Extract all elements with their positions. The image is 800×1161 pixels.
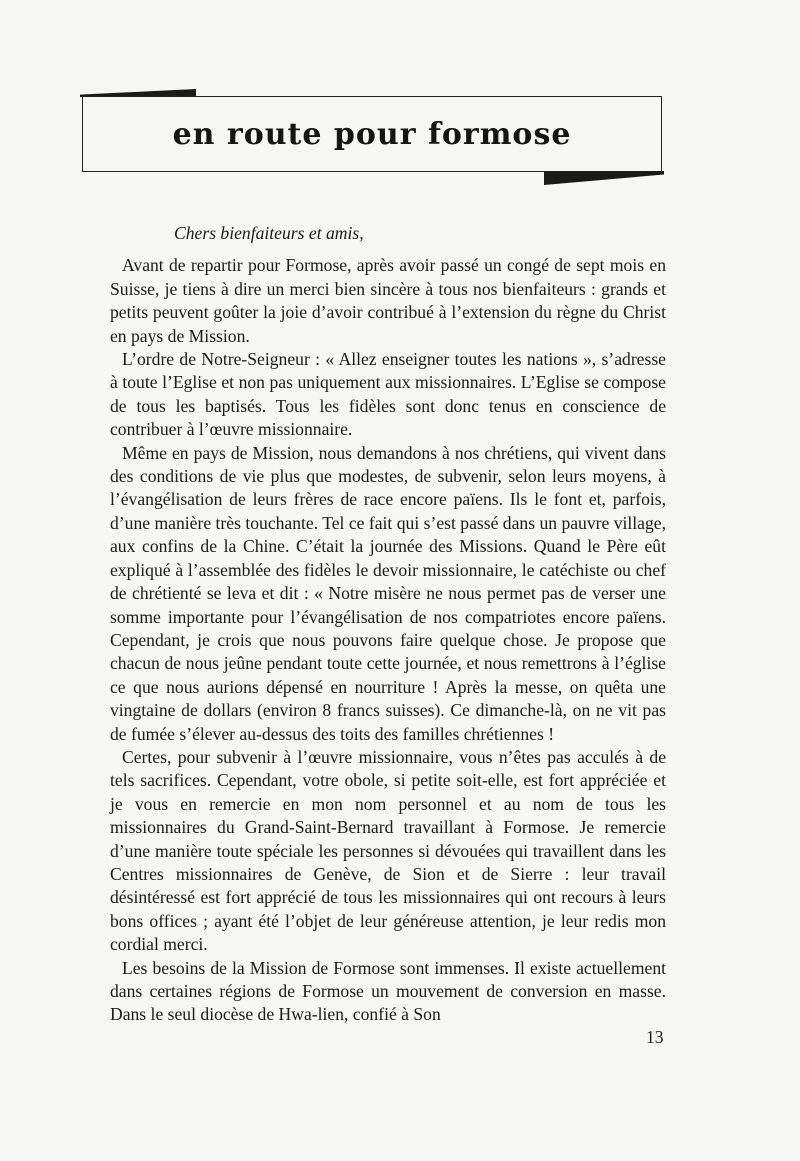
paragraph-2: L’ordre de Notre-Seigneur : « Allez enseigner toutes les nations », s’adresse à toute l’Eglise et non pas uniquement aux missionnaires. L’Eglise se compose de tous les baptisés. Tous les fidèles sont donc tenus en conscience de contribuer à l’œuvre missionnaire. <box>110 349 666 440</box>
title-frame <box>82 96 662 172</box>
salutation: Chers bienfaiteurs et amis, <box>174 223 364 243</box>
letter-body <box>110 222 666 1027</box>
paragraph-1: Avant de repartir pour Formose, après avoir passé un congé de sept mois en Suisse, je tiens à dire un merci bien sincère à tous nos bienfaiteurs : grands et petits peuvent goûter la joie d’avoir contribué à l’extension du règne du Christ en pays de Mission. <box>110 255 666 346</box>
page-number: 13 <box>646 1027 664 1047</box>
paragraph-4: Certes, pour subvenir à l’œuvre missionnaire, vous n’êtes pas acculés à de tels sacrifices. Cependant, votre obole, si petite soit-elle, est fort appréciée et je vous en remercie en mon nom personnel et au nom de tous les missionnaires du Grand-Saint-Bernard travaillant à Formose. Je remercie d’une manière toute spéciale les personnes si dévouées qui travaillent dans les Centres missionnaires de Genève, de Sion et de Sierre : leur travail désintéressé est fort apprécié de tous les missionnaires qui ont recours à leurs bons offices ; ayant été l’objet de leur généreuse attention, je leur redis mon cordial merci. <box>110 746 666 955</box>
title-bar-bottom-decoration <box>544 171 664 185</box>
paragraph-3: Même en pays de Mission, nous demandons à nos chrétiens, qui vivent dans des conditions de vie plus que modestes, de subvenir, selon leurs moyens, à l’évangélisation de leurs frères de race encore païens. Ils le font et, parfois, d’une manière très touchante. Tel ce fait qui s’est passé dans un pauvre village, aux confins de la Chine. C’était la journée des Missions. Quand le Père eût expliqué à l’assemblée des fidèles le devoir missionnaire, le catéchiste ou chef de chrétienté se leva et dit : « Notre misère ne nous permet pas de verser une somme importante pour l’évangélisation de nos compatriotes encore païens. Cependant, je crois que nous pouvons faire quelque chose. Je propose que chacun de nous jeûne pendant toute cette journée, et nous remettrons à l’église ce que nous aurions dépensé en nourriture ! Après la messe, on quêta une vingtaine de dollars (environ 8 francs suisses). Ce dimanche-là, on ne vit pas de fumée s’élever au-dessus des toits des familles chrétiennes ! <box>110 442 666 744</box>
paragraph-5: Les besoins de la Mission de Formose sont immenses. Il existe actuellement dans certaines régions de Formose un mouvement de conversion en masse. Dans le seul diocèse de Hwa-lien, confié à Son <box>110 957 666 1025</box>
page-title: en route pour formose <box>172 116 572 152</box>
